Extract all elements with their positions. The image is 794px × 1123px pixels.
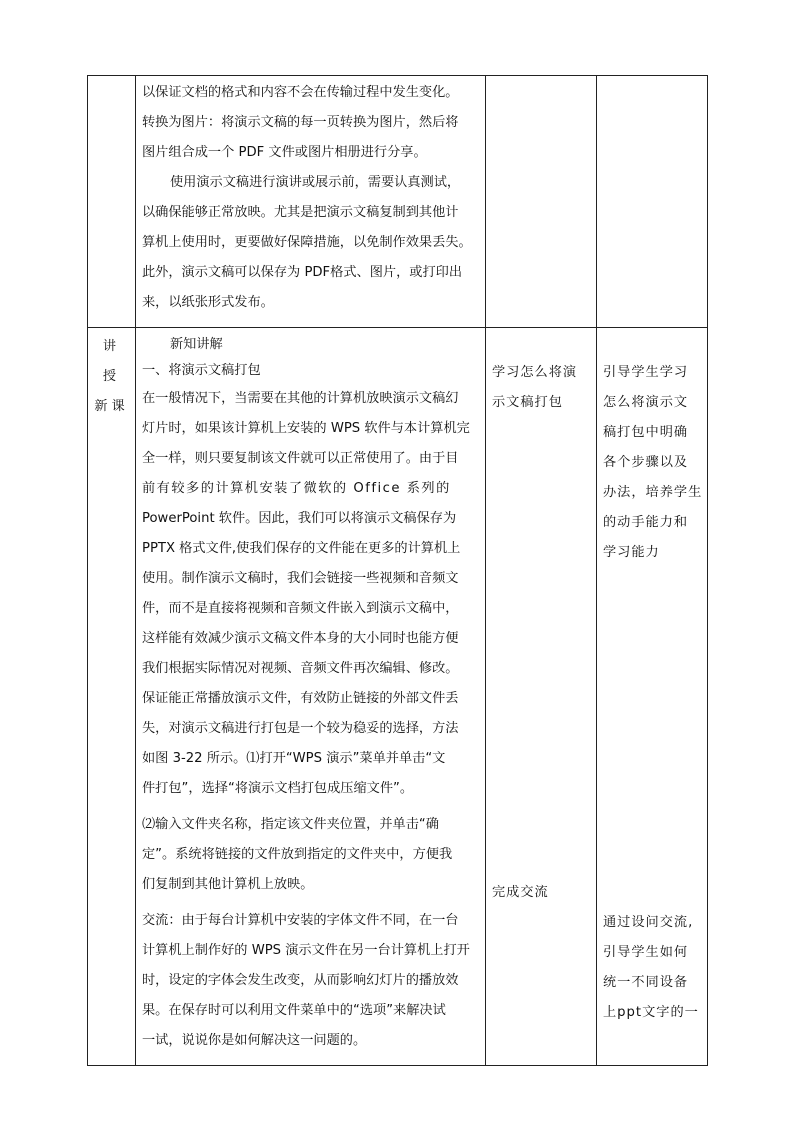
stage-cell-empty [88,76,136,328]
content-line: 算机上使用时，更要做好保障措施，以免制作效果丢失。 [142,235,472,250]
design-intent-cell [597,328,708,1066]
lesson-plan-table [87,75,708,1066]
content-line: 失，对演示文稿进行打包是一个较为稳妥的选择，方法 [142,721,459,736]
stage-label: 讲 授 [102,339,121,384]
content-line: 在一般情况下，当需要在其他的计算机放映演示文稿幻 [142,391,459,406]
student-activity-line: 示文稿打包 [492,395,563,410]
content-line: 时，设定的字体会发生改变，从而影响幻灯片的播放效 [142,973,459,988]
design-intent-line: 通过设问交流, [603,915,694,930]
design-intent-line: 稿打包中明确 [603,425,689,440]
table-row-continuation [88,76,708,328]
content-line: 转换为图片：将演示文稿的每一页转换为图片，然后将 [142,115,459,130]
content-line: 图片组合成一个 PDF 文件或图片相册进行分享。 [142,145,427,160]
content-line: 件打包”，选择“将演示文档打包成压缩文件”。 [142,781,414,796]
content-line: 前有较多的计算机安装了微软的 Office 系列的 [142,481,451,496]
paragraph-steps [142,810,480,900]
content-cell-continuation [136,76,486,328]
content-line: 们复制到其他计算机上放映。 [142,877,314,892]
design-intent-line: 引导学生如何 [603,945,689,960]
content-line: 计算机上制作好的 WPS 演示文件在另一台计算机上打开 [142,943,470,958]
content-line: 一试，说说你是如何解决这一问题的。 [142,1033,367,1048]
content-line: 使用。制作演示文稿时，我们会链接一些视频和音频文 [142,571,459,586]
design-intent-line: 怎么将演示文 [603,395,689,410]
paragraph-packaging [142,384,480,804]
section-title: 一、将演示文稿打包 [142,363,261,378]
content-line: 全一样，则只要复制该文件就可以正常使用了。由于目 [142,451,459,466]
design-intent-line: 引导学生学习 [603,365,689,380]
content-line: 我们根据实际情况对视频、音频文件再次编辑、修改。 [142,661,459,676]
content-line: 果。在保存时可以利用文件菜单中的“选项”来解决试 [142,1003,446,1018]
design-intent-line: 的动手能力和 [603,515,689,530]
content-line: 如图 3-22 所示。⑴打开“WPS 演示”菜单并单击“文 [142,751,446,766]
content-line: 来，以纸张形式发布。 [142,295,274,310]
content-line: PowerPoint 软件。因此，我们可以将演示文稿保存为 [142,511,457,526]
content-line: 这样能有效减少演示文稿文件本身的大小同时也能方便 [142,631,459,646]
content-cell [136,328,486,1066]
content-line: 以确保能够正常放映。尤其是把演示文稿复制到其他计 [142,205,459,220]
paragraph-discussion [142,906,480,1056]
content-line: 以保证文档的格式和内容不会在传输过程中发生变化。 [142,85,459,100]
content-line: 使用演示文稿进行演讲或展示前，需要认真测试， [170,175,461,190]
design-intent-line: 办法，培养学生 [603,485,703,500]
table-row-new-lesson [88,328,708,1066]
design-intent-line: 各个步骤以及 [603,455,689,470]
design-intent-cell-empty [597,76,708,328]
student-activity-cell [486,328,597,1066]
design-intent-line: 统一不同设备 [603,975,689,990]
student-activity-line: 完成交流 [492,885,549,900]
heading: 新知讲解 [170,337,223,352]
design-intent-line: 上ppt文字的一 [603,1005,699,1020]
content-line: 灯片时，如果该计算机上安装的 WPS 软件与本计算机完 [142,421,470,436]
content-line: 交流：由于每台计算机中安装的字体文件不同，在一台 [142,913,459,928]
stage-cell [88,328,136,1066]
content-line: ⑵输入文件夹名称，指定该文件夹位置，并单击“确 [142,817,439,832]
content-line: 件，而不是直接将视频和音频文件嵌入到演示文稿中， [142,601,459,616]
student-activity-line: 学习怎么将演 [492,365,578,380]
content-line: 保证能正常播放演示文件，有效防止链接的外部文件丢 [142,691,459,706]
content-line: 定”。系统将链接的文件放到指定的文件夹中，方便我 [142,847,453,862]
stage-label: 新课 [94,399,129,414]
content-line: PPTX 格式文件,使我们保存的文件能在更多的计算机上 [142,541,461,556]
design-intent-line: 学习能力 [603,545,660,560]
student-activity-cell-empty [486,76,597,328]
content-line: 此外，演示文稿可以保存为 PDF格式、图片，或打印出 [142,265,463,280]
